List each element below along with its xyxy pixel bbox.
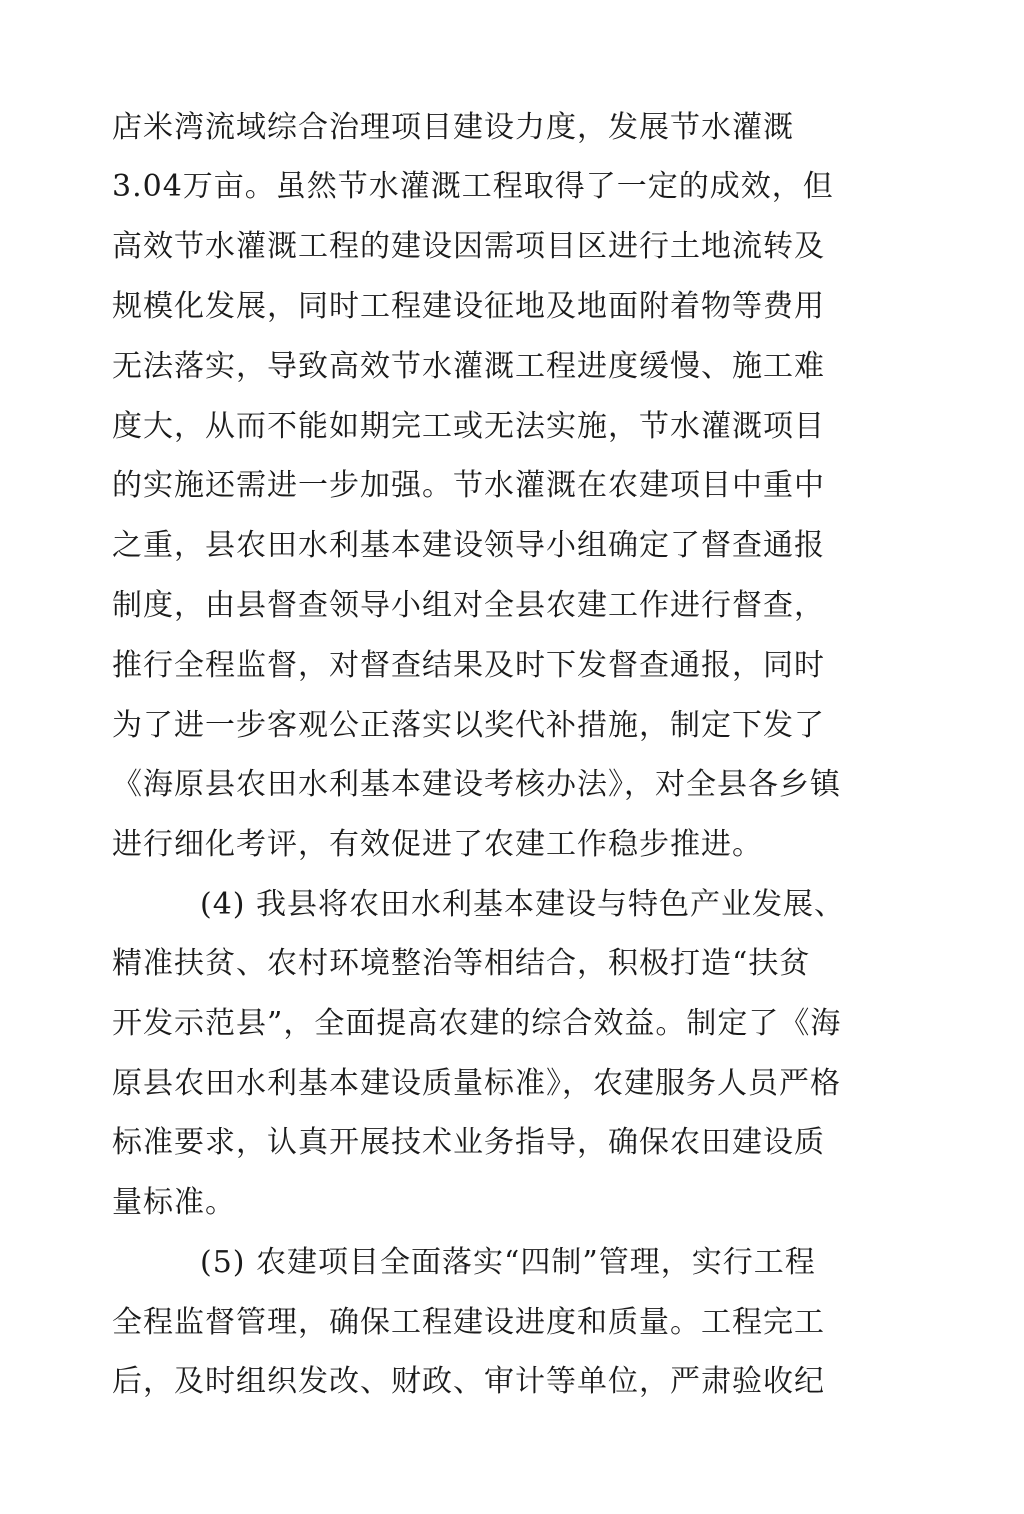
- paragraph-line: 3.04万亩。虽然节水灌溉工程取得了一定的成效，但: [112, 169, 834, 204]
- paragraph-start-line: (4) 我县将农田水利基本建设与特色产业发展、: [200, 887, 846, 922]
- paragraph-line: 规模化发展，同时工程建设征地及地面附着物等费用: [112, 289, 825, 324]
- paragraph-line: 制度，由县督查领导小组对全县农建工作进行督查，: [112, 588, 825, 623]
- paragraph-start-line: (5) 农建项目全面落实“四制”管理，实行工程: [200, 1245, 816, 1280]
- paragraph-line: 《海原县农田水利基本建设考核办法》，对全县各乡镇: [112, 767, 841, 802]
- paragraph-line: 无法落实，导致高效节水灌溉工程进度缓慢、施工难: [112, 349, 825, 384]
- paragraph-line: 量标准。: [112, 1185, 236, 1220]
- paragraph-line: 标准要求，认真开展技术业务指导，确保农田建设质: [112, 1125, 825, 1160]
- paragraph-line: 开发示范县”，全面提高农建的综合效益。制定了《海: [112, 1006, 842, 1041]
- paragraph-line: 进行细化考评，有效促进了农建工作稳步推进。: [112, 827, 763, 862]
- paragraph-line: 为了进一步客观公正落实以奖代补措施，制定下发了: [112, 708, 825, 743]
- paragraph-line: 精准扶贫、农村环境整治等相结合，积极打造“扶贫: [112, 946, 811, 981]
- paragraph-line: 原县农田水利基本建设质量标准》，农建服务人员严格: [112, 1066, 841, 1101]
- paragraph-line: 全程监督管理，确保工程建设进度和质量。工程完工: [112, 1305, 825, 1340]
- paragraph-line: 后，及时组织发改、财政、审计等单位，严肃验收纪: [112, 1364, 825, 1399]
- paragraph-line: 店米湾流域综合治理项目建设力度，发展节水灌溉: [112, 110, 794, 145]
- paragraph-line: 高效节水灌溉工程的建设因需项目区进行土地流转及: [112, 229, 825, 264]
- paragraph-line: 度大，从而不能如期完工或无法实施，节水灌溉项目: [112, 409, 825, 444]
- paragraph-line: 的实施还需进一步加强。节水灌溉在农建项目中重中: [112, 468, 825, 503]
- paragraph-line: 之重，县农田水利基本建设领导小组确定了督查通报: [112, 528, 825, 563]
- paragraph-line: 推行全程监督，对督查结果及时下发督查通报，同时: [112, 648, 825, 683]
